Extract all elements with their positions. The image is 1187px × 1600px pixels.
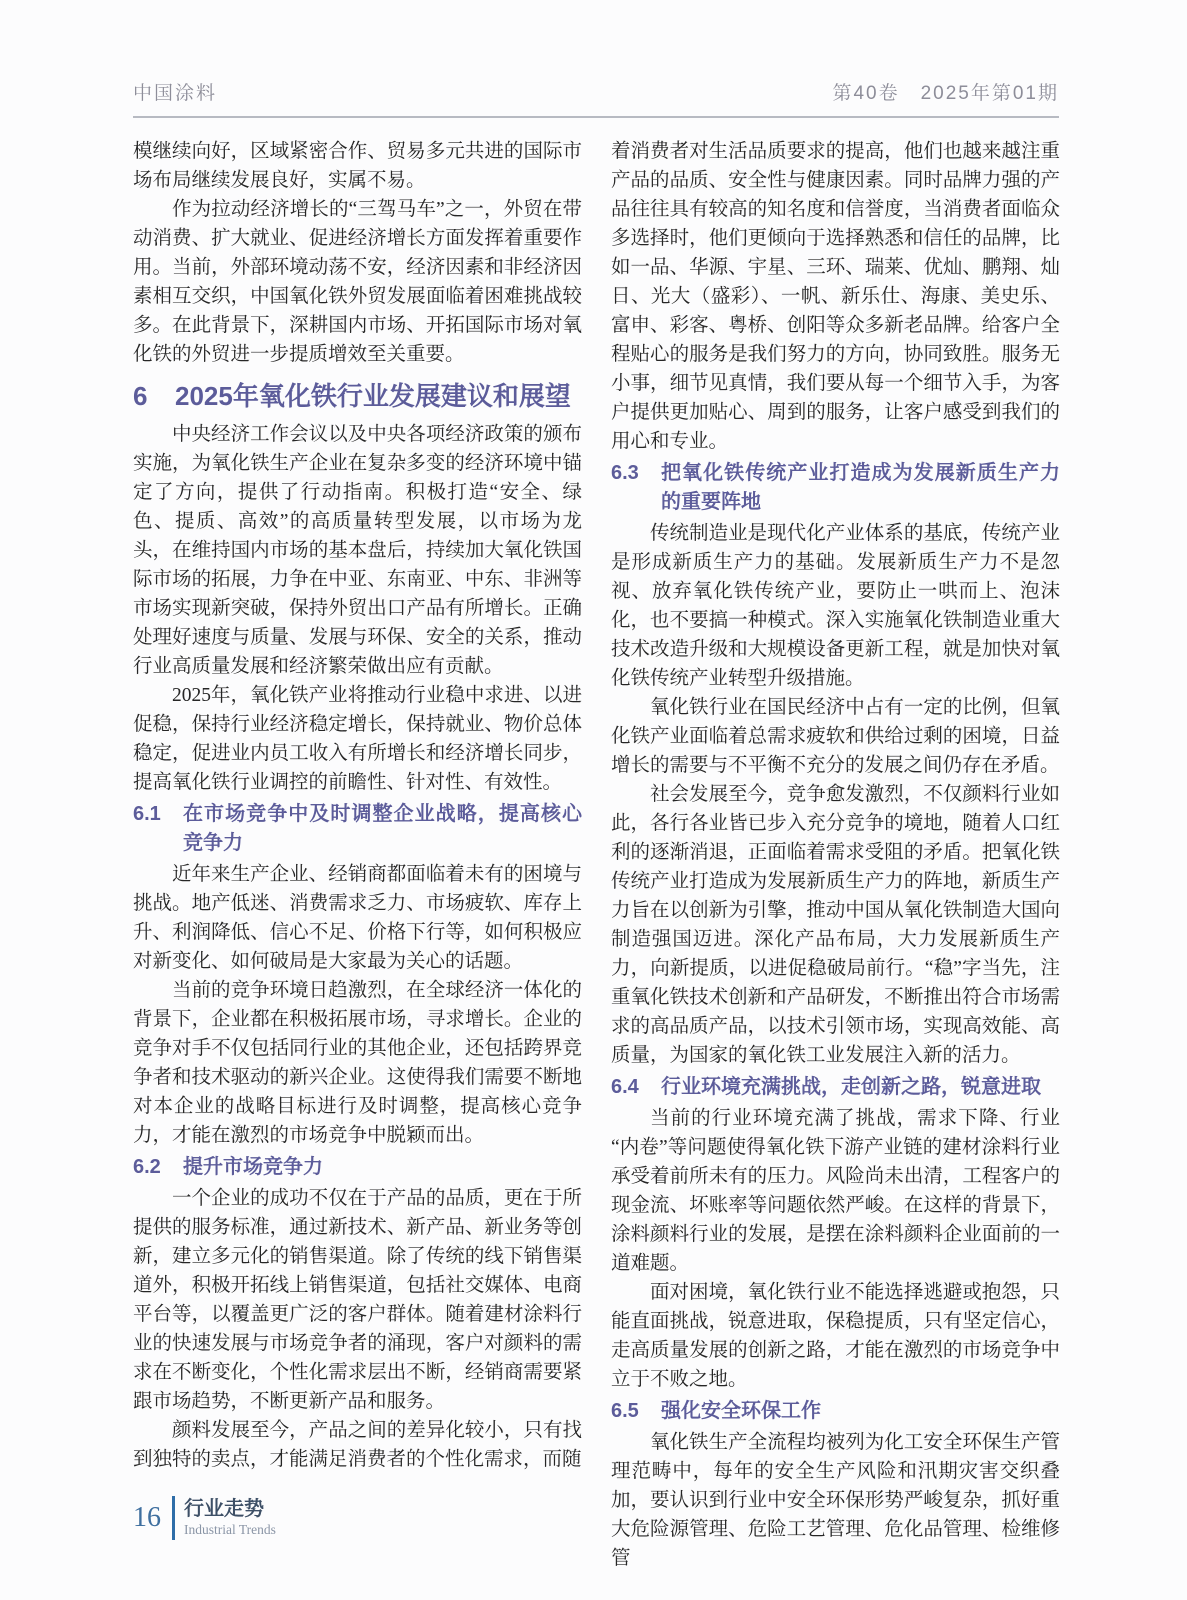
paragraph: 氧化铁行业在国民经济中占有一定的比例，但氧化铁产业面临着总需求疲软和供给过剩的困境，日益增长的需要与不平衡不充分的发展之间仍存在矛盾。 bbox=[611, 697, 1060, 776]
paragraph: 当前的行业环境充满了挑战，需求下降、行业“内卷”等问题使得氧化铁下游产业链的建材涂料行业承受着前所未有的压力。风险尚未出清，工程客户的现金流、坏账率等问题依然严峻。在这样的背景下，涂料颜料行业的发展，是摆在涂料颜料企业面前的一道难题。 bbox=[611, 1108, 1060, 1274]
paragraph: 当前的竞争环境日趋激烈，在全球经济一体化的背景下，企业都在积极拓展市场，寻求增长。企业的竞争对手不仅包括同行业的其他企业，还包括跨界竞争者和技术驱动的新兴企业。这使得我们需要不断地对本企业的战略目标进行及时调整，提高核心竞争力，才能在激烈的市场竞争中脱颖而出。 bbox=[133, 980, 582, 1146]
footer-divider bbox=[172, 1496, 175, 1540]
paragraph: 一个企业的成功不仅在于产品的品质，更在于所提供的服务标准，通过新技术、新产品、新业务等创新，建立多元化的销售渠道。除了传统的线下销售渠道外，积极开拓线上销售渠道，包括社交媒体、电商平台等，以覆盖更广泛的客户群体。随着建材涂料行业的快速发展与市场竞争者的涌现，客户对颜料的需求在不断变化，个性化需求层出不断，经销商需要紧跟市场趋势，不断更新产品和服务。 bbox=[133, 1188, 582, 1412]
page-footer bbox=[133, 1496, 276, 1540]
subsection-number: 6.3 bbox=[611, 462, 639, 484]
paragraph: 中央经济工作会议以及中央各项经济政策的颁布实施，为氧化铁生产企业在复杂多变的经济环境中锚定了方向，提供了行动指南。积极打造“安全、绿色、提质、高效”的高质量转型发展，以市场为龙头，在维持国内市场的基本盘后，持续加大氧化铁国际市场的拓展，力争在中亚、东南亚、中东、非洲等市场实现新突破，保持外贸出口产品有所增长。正确处理好速度与质量、发展与环保、安全的关系，推动行业高质量发展和经济繁荣做出应有贡献。 bbox=[133, 424, 582, 677]
section-number: 6 bbox=[133, 381, 148, 411]
paragraph: 面对困境，氧化铁行业不能选择逃避或抱怨，只能直面挑战，锐意进取，保稳提质，只有坚定信心，走高质量发展的创新之路，才能在激烈的市场竞争中立于不败之地。 bbox=[611, 1282, 1060, 1390]
page-header bbox=[133, 78, 1059, 118]
paragraph: 近年来生产企业、经销商都面临着未有的困境与挑战。地产低迷、消费需求乏力、市场疲软、库存上升、利润降低、信心不足、价格下行等，如何积极应对新变化、如何破局是大家最为关心的话题。 bbox=[133, 864, 582, 972]
article-body bbox=[133, 137, 1060, 1573]
paragraph: 2025年，氧化铁产业将推动行业稳中求进、以进促稳，保持行业经济稳定增长，保持就业、物价总体稳定，促进业内员工收入有所增长和经济增长同步，提高氧化铁行业调控的前瞻性、针对性、有效性。 bbox=[133, 685, 582, 793]
subsection-heading bbox=[611, 459, 1060, 517]
subsection-heading bbox=[133, 800, 582, 858]
subsection-heading bbox=[611, 1073, 1060, 1102]
page-number: 16 bbox=[133, 1502, 161, 1533]
subsection-title: 在市场竞争中及时调整企业战略，提高核心竞争力 bbox=[183, 803, 582, 854]
subsection-title: 提升市场竞争力 bbox=[183, 1156, 323, 1178]
footer-section-en: Industrial Trends bbox=[184, 1522, 276, 1537]
paragraph: 氧化铁生产全流程均被列为化工安全环保生产管理范畴中，每年的安全生产风险和汛期灾害交织叠加，要认识到行业中安全环保形势严峻复杂，抓好重大危险源管理、危险工艺管理、危化品管理、检维修管 bbox=[611, 1432, 1060, 1569]
subsection-title: 把氧化铁传统产业打造成为发展新质生产力的重要阵地 bbox=[661, 462, 1060, 513]
journal-name: 中国涂料 bbox=[133, 83, 218, 104]
paragraph: 作为拉动经济增长的“三驾马车”之一，外贸在带动消费、扩大就业、促进经济增长方面发挥着重要作用。当前，外部环境动荡不安，经济因素和非经济因素相互交织，中国氧化铁外贸发展面临着困难挑战较多。在此背景下，深耕国内市场、开拓国际市场对氧化铁的外贸进一步提质增效至关重要。 bbox=[133, 199, 582, 365]
subsection-heading bbox=[133, 1153, 582, 1182]
paragraph: 模继续向好，区域紧密合作、贸易多元共进的国际市场布局继续发展良好，实属不易。 bbox=[133, 141, 582, 191]
paragraph: 传统制造业是现代化产业体系的基底，传统产业是形成新质生产力的基础。发展新质生产力不是忽视、放弃氧化铁传统产业，要防止一哄而上、泡沫化，也不要搞一种模式。深入实施氧化铁制造业重大技术改造升级和大规模设备更新工程，就是加快对氧化铁传统产业转型升级措施。 bbox=[611, 523, 1060, 689]
paragraph: 社会发展至今，竞争愈发激烈，不仅颜料行业如此，各行各业皆已步入充分竞争的境地，随着人口红利的逐渐消退，正面临着需求受阻的矛盾。把氧化铁传统产业打造成为发展新质生产力的阵地，新质生产力旨在以创新为引擎，推动中国从氧化铁制造大国向制造强国迈进。深化产品布局，大力发展新质生产力，向新提质，以进促稳破局前行。“稳”字当先，注重氧化铁技术创新和产品研发，不断推出符合市场需求的高品质产品，以技术引领市场，实现高效能、高质量，为国家的氧化铁工业发展注入新的活力。 bbox=[611, 784, 1060, 1066]
subsection-title: 行业环境充满挑战，走创新之路，锐意进取 bbox=[661, 1076, 1041, 1098]
subsection-number: 6.5 bbox=[611, 1400, 639, 1422]
issue-info: 第40卷 2025年第01期 bbox=[832, 83, 1059, 104]
subsection-number: 6.2 bbox=[133, 1156, 161, 1178]
footer-section bbox=[184, 1498, 276, 1538]
section-heading bbox=[133, 378, 582, 414]
paragraph: 颜料发展至今，产品之间的差异化较小，只有找到独特的卖点，才能满足消费者的个性化需求，而随 bbox=[133, 1420, 582, 1470]
section-title: 2025年氧化铁行业发展建议和展望 bbox=[175, 381, 571, 411]
subsection-title: 强化安全环保工作 bbox=[661, 1400, 821, 1422]
paragraph: 着消费者对生活品质要求的提高，他们也越来越注重产品的品质、安全性与健康因素。同时品牌力强的产品往往具有较高的知名度和信誉度，当消费者面临众多选择时，他们更倾向于选择熟悉和信任的品牌，比如一品、华源、宇星、三环、瑞莱、优灿、鹏翔、灿日、光大（盛彩）、一帆、新乐仕、海康、美史乐、富申、彩客、粤桥、创阳等众多新老品牌。给客户全程贴心的服务是我们努力的方向，协同致胜。服务无小事，细节见真情，我们要从每一个细节入手，为客户提供更加贴心、周到的服务，让客户感受到我们的用心和专业。 bbox=[611, 141, 1060, 452]
subsection-number: 6.4 bbox=[611, 1076, 639, 1098]
left-column bbox=[133, 137, 582, 1573]
footer-section-cn: 行业走势 bbox=[184, 1498, 264, 1520]
subsection-heading bbox=[611, 1397, 1060, 1426]
subsection-number: 6.1 bbox=[133, 803, 161, 825]
right-column bbox=[611, 137, 1060, 1573]
